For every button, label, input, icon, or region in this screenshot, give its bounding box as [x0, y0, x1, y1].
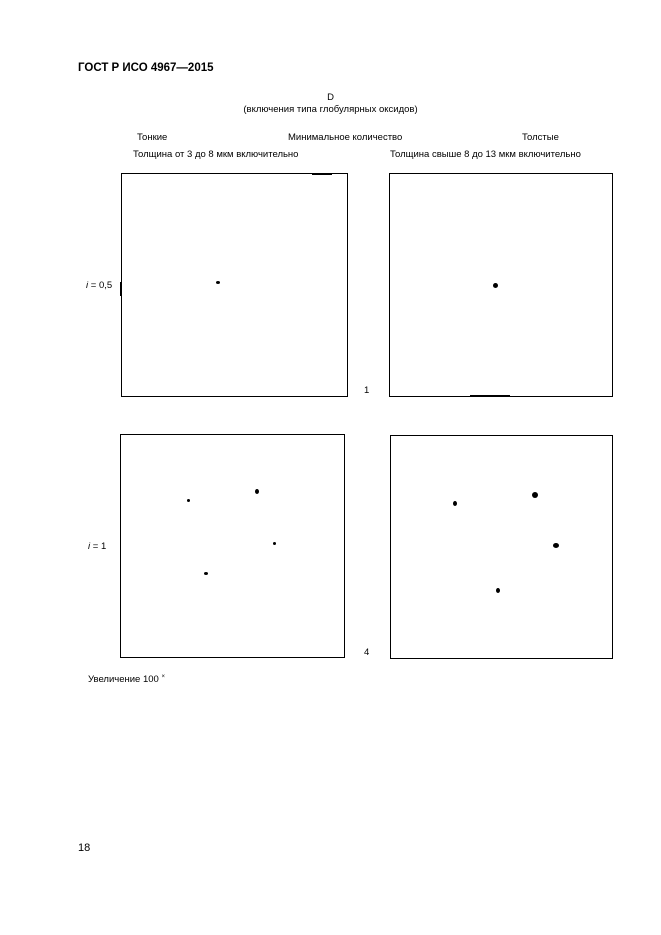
inclusion-class-letter: D — [327, 92, 334, 103]
inclusion-particle — [532, 492, 538, 498]
inclusion-particle — [255, 489, 259, 494]
inclusion-particle — [216, 281, 220, 284]
thickness-thin: Толщина от 3 до 8 мкм включительно — [133, 149, 299, 160]
plate-number-4: 4 — [364, 647, 370, 658]
plate-number-1: 1 — [364, 385, 370, 396]
column-label-minimum: Минимальное количество — [288, 132, 403, 143]
inclusion-particle — [493, 283, 498, 288]
row-index-label-2: i = 1 — [88, 541, 107, 552]
column-label-thick: Толстые — [522, 132, 559, 143]
micrograph-thick-row2 — [390, 435, 613, 659]
edge-artifact — [120, 282, 121, 296]
inclusion-particle — [204, 572, 208, 575]
page-number: 18 — [78, 842, 91, 854]
document-header: ГОСТ Р ИСО 4967—2015 — [78, 62, 214, 74]
edge-artifact — [312, 174, 332, 175]
inclusion-particle — [453, 501, 457, 506]
edge-artifact — [470, 395, 510, 396]
inclusion-class-description: (включения типа глобулярных оксидов) — [243, 104, 418, 115]
thickness-thick: Толщина свыше 8 до 13 мкм включительно — [390, 149, 581, 160]
micrograph-thin-row1 — [121, 173, 348, 397]
magnification-caption: Увеличение 100 × — [88, 674, 165, 686]
edge-artifact — [389, 178, 390, 190]
inclusion-particle — [553, 543, 559, 548]
inclusion-particle — [273, 542, 276, 545]
micrograph-thick-row1 — [389, 173, 613, 397]
inclusion-particle — [187, 499, 190, 502]
micrograph-thin-row2 — [120, 434, 345, 658]
column-label-thin: Тонкие — [137, 132, 168, 143]
inclusion-particle — [496, 588, 500, 593]
row-index-label-1: i = 0,5 — [86, 280, 113, 291]
